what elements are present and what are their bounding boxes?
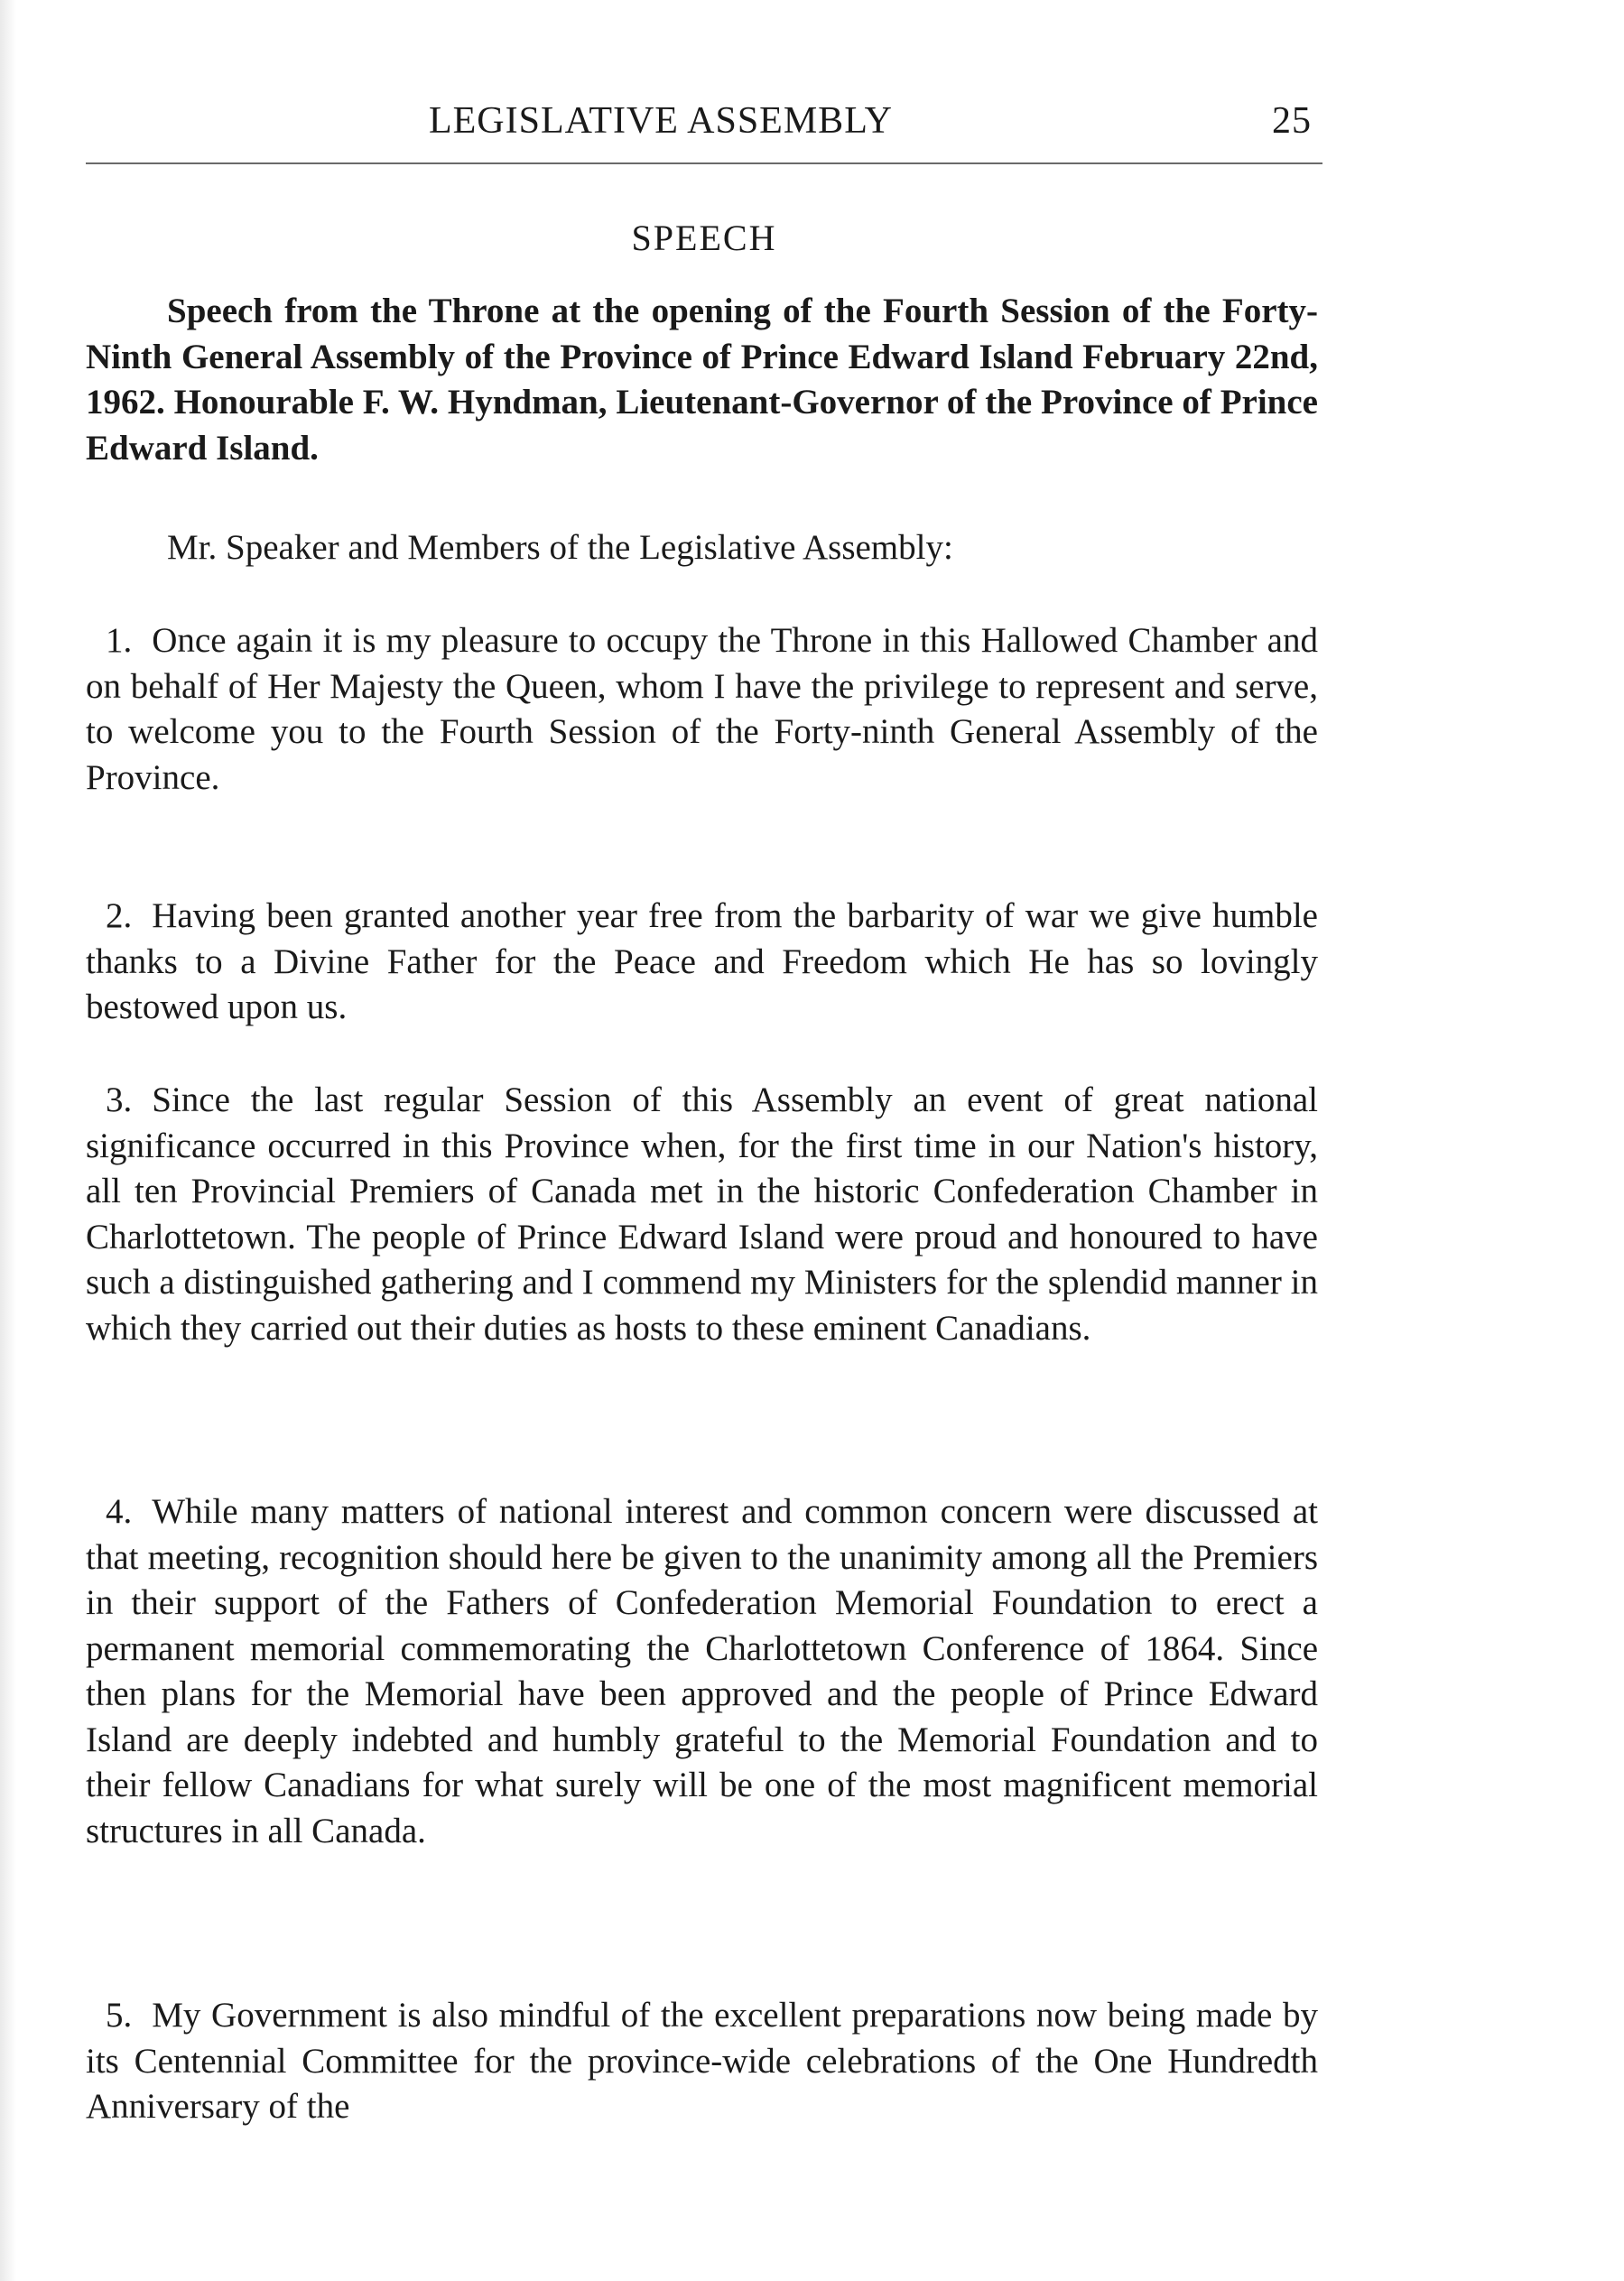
salutation: Mr. Speaker and Members of the Legislative Assembly:: [167, 528, 953, 567]
paragraph-text: My Government is also mindful of the excellent preparations now being made by its Centennial Committee for the province-wide celebrations of the One Hundredth Anniversary of the: [86, 1996, 1318, 2126]
paragraph-number: 3.: [106, 1080, 133, 1119]
running-title: LEGISLATIVE ASSEMBLY: [429, 100, 893, 142]
page-edge-shadow: [0, 0, 16, 2281]
paragraph-text: Having been granted another year free from the barbarity of war we give humble thanks to a Divine Father for the Peace and Freedom which He has so lovingly bestowed upon us.: [86, 896, 1318, 1026]
paragraph-text: Once again it is my pleasure to occupy the Throne in this Hallowed Chamber and on behalf of Her Majesty the Queen, whom I have the privilege to represent and serve, to welcome you to the Fourth Session of the Forty-ninth General Assembly of the Province.: [86, 621, 1318, 797]
paragraph-number: 2.: [106, 896, 133, 935]
paragraph-5: [86, 1993, 1318, 2130]
page-number: 25: [1272, 100, 1312, 142]
paragraph-3: [86, 1078, 1318, 1351]
speech-heading-paragraph: Speech from the Throne at the opening of the Fourth Session of the Forty-Ninth General Assembly of the Province of Prince Edward Island February 22nd, 1962. Honourable F. W. Hyndman, Lieutenant-Governor of the Province of Prince Edward Island.: [86, 292, 1318, 468]
paragraph-text: Since the last regular Session of this Assembly an event of great national significance occurred in this Province when, for the first time in our Nation's history, all ten Provincial Premiers of Canada met in the historic Confederation Chamber in Charlottetown. The people of Prince Edward Island were proud and honoured to have such a distinguished gathering and I commend my Ministers for the splendid manner in which they carried out their duties as hosts to these eminent Canadians.: [86, 1080, 1318, 1348]
paragraph-number: 1.: [106, 621, 133, 660]
paragraph-1: [86, 618, 1318, 801]
paragraph-4: [86, 1489, 1318, 1854]
paragraph-text: While many matters of national interest and common concern were discussed at that meeting, recognition should here be given to the unanimity among all the Premiers in their support of the Fathers of Confederation Memorial Foundation to erect a permanent memorial commemorating the Charlottetown Conference of 1864. Since then plans for the Memorial have been approved and the people of Prince Edward Island are deeply indebted and humbly grateful to the Memorial Foundation and to their fellow Canadians for what surely will be one of the most magnificent memorial structures in all Canada.: [86, 1492, 1318, 1850]
header-rule: [86, 162, 1322, 164]
paragraph-2: [86, 894, 1318, 1031]
paragraph-number: 4.: [106, 1492, 133, 1531]
section-title: SPEECH: [631, 218, 777, 258]
paragraph-number: 5.: [106, 1996, 133, 2035]
running-header: [86, 99, 1322, 153]
